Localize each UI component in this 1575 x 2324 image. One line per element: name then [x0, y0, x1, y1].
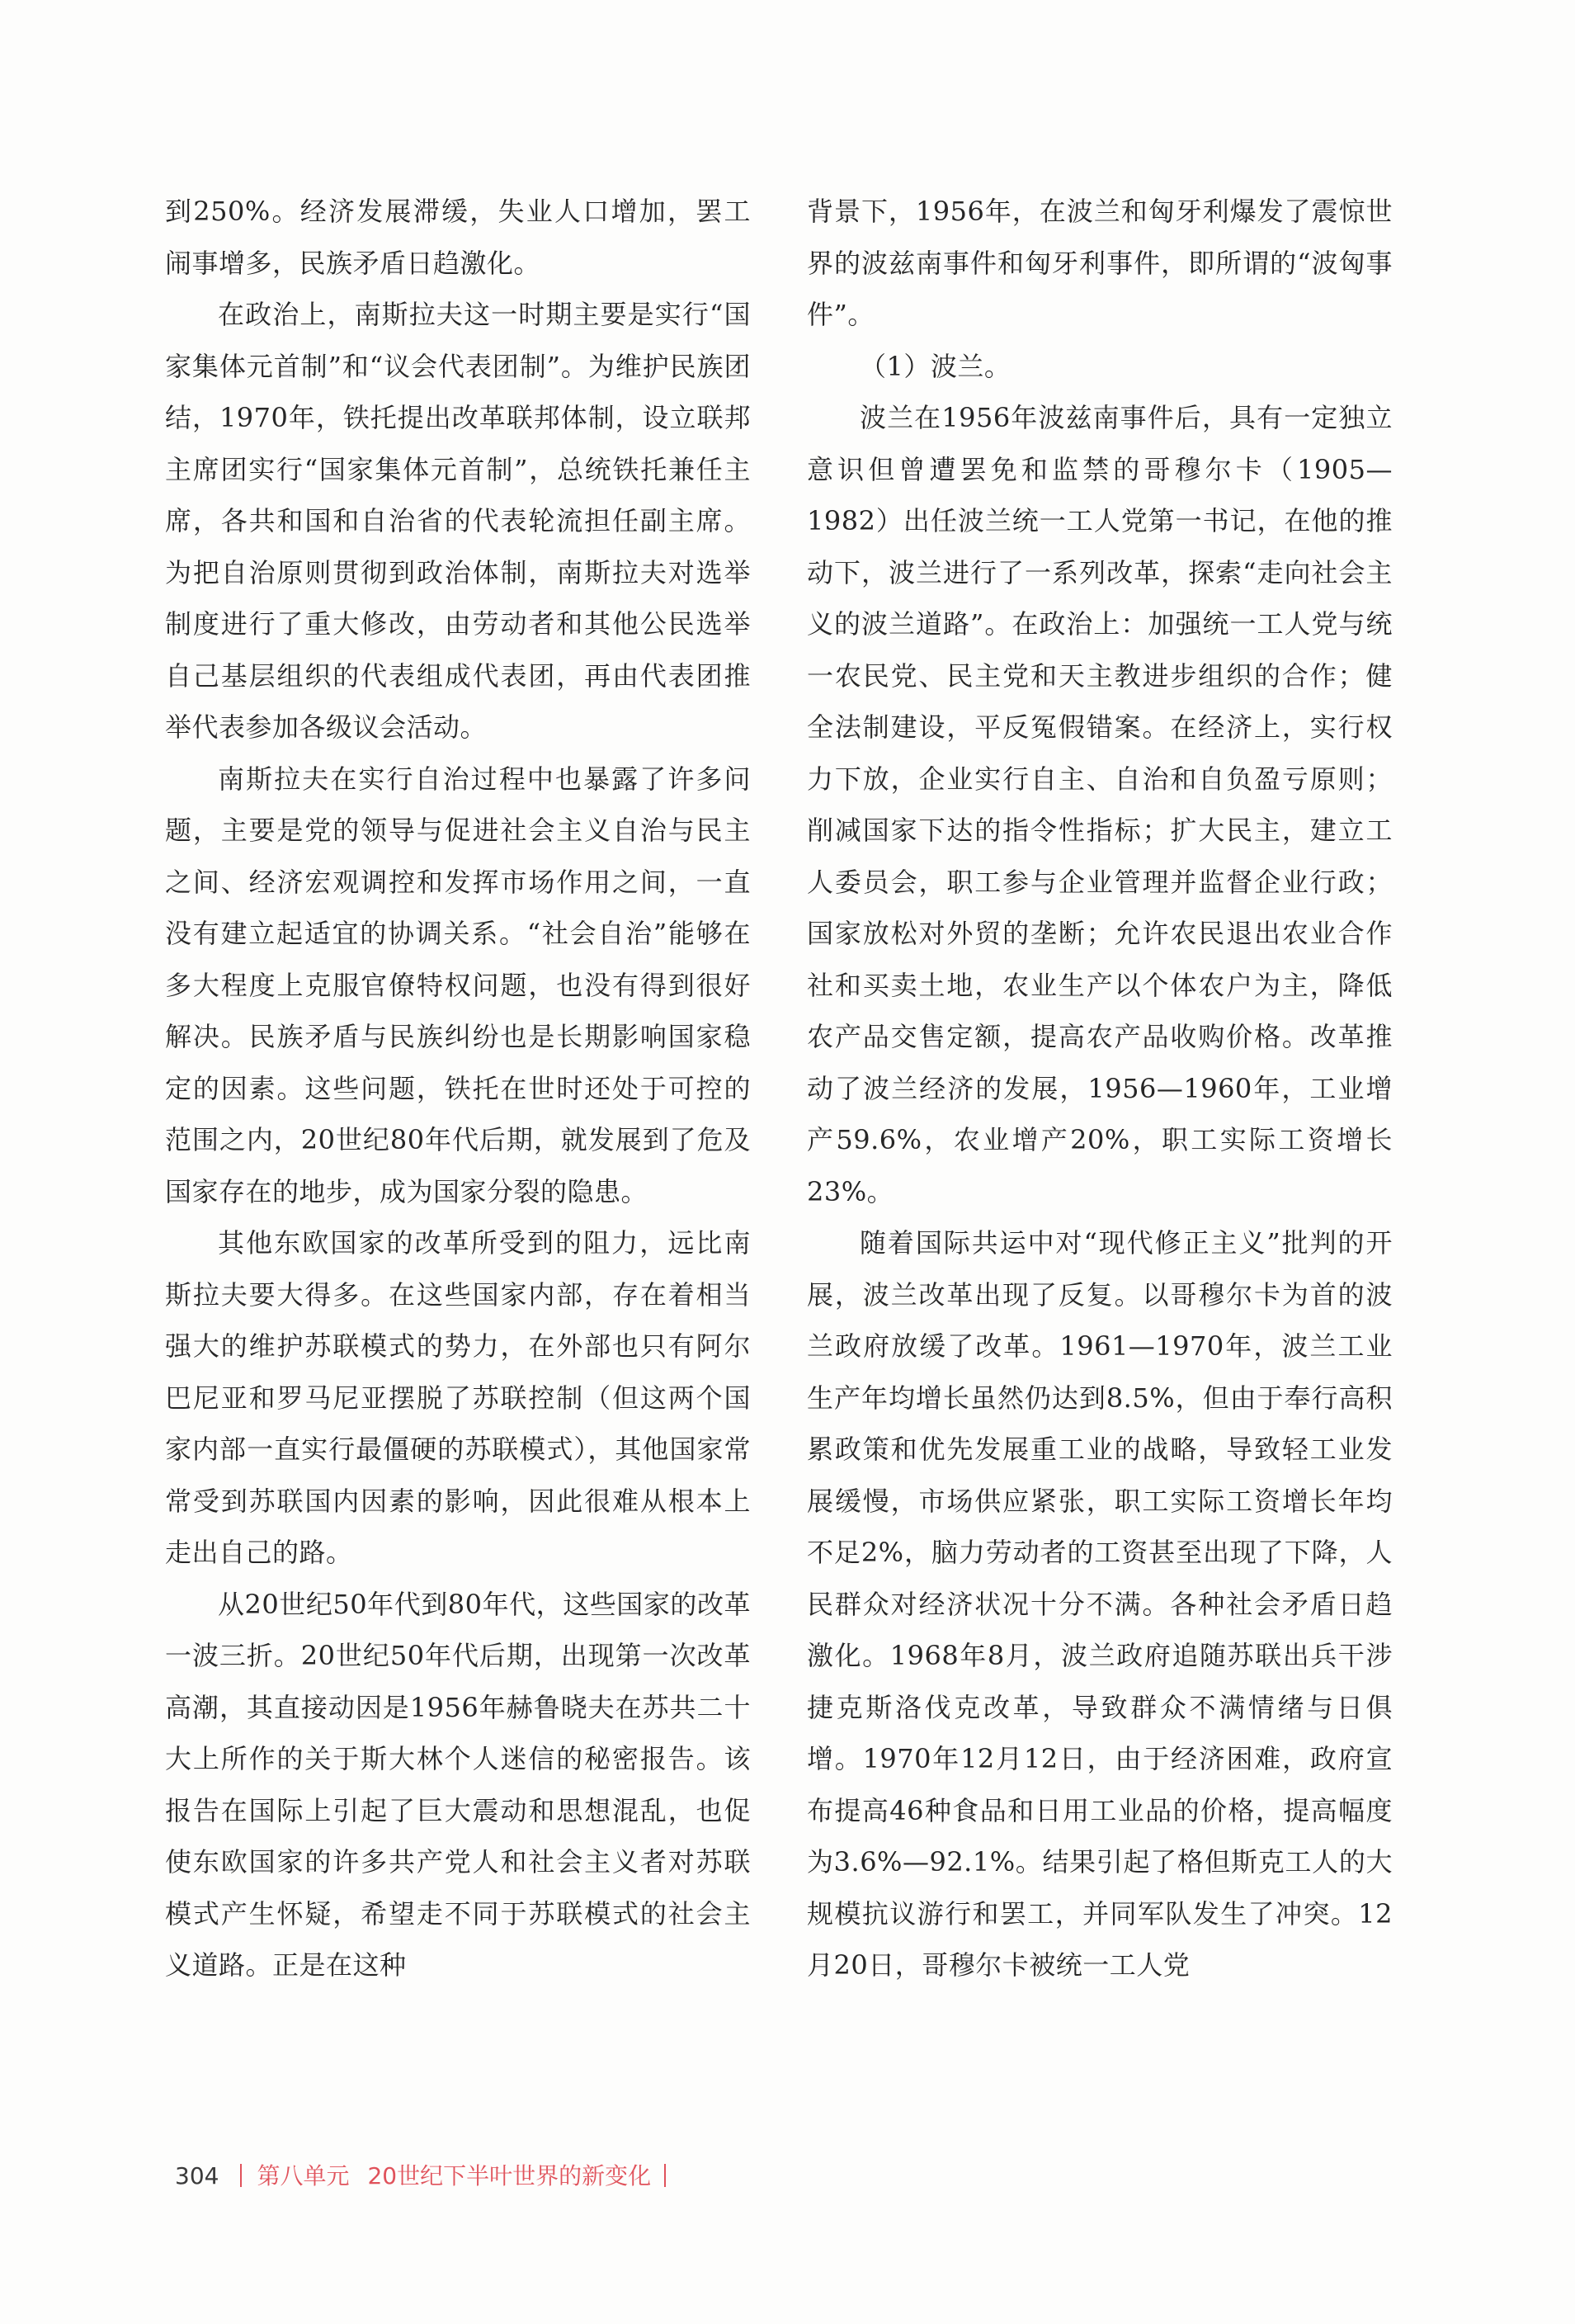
left-column: [165, 186, 751, 1991]
footer-divider: [240, 2164, 242, 2187]
paragraph: 随着国际共运中对“现代修正主义”批判的开展，波兰改革出现了反复。以哥穆尔卡为首的波兰政府放缓了改革。1961—1970年，波兰工业生产年均增长虽然仍达到8.5%，但由于奉行高积累政策和优先发展重工业的战略，导致轻工业发展缓慢，市场供应紧张，职工实际工资增长年均不足2%，脑力劳动者的工资甚至出现了下降，人民群众对经济状况十分不满。各种社会矛盾日趋激化。1968年8月，波兰政府追随苏联出兵干涉捷克斯洛伐克改革，导致群众不满情绪与日俱增。1970年12月12日，由于经济困难，政府宣布提高46种食品和日用工业品的价格，提高幅度为3.6%—92.1%。结果引起了格但斯克工人的大规模抗议游行和罢工，并同军队发生了冲突。12月20日，哥穆尔卡被统一工人党: [807, 1227, 1393, 1981]
paragraph: 到250%。经济发展滞缓，失业人口增加，罢工闹事增多，民族矛盾日趋激化。: [165, 196, 751, 279]
section-heading: （1）波兰。: [860, 350, 1011, 382]
right-column: [807, 186, 1393, 1991]
footer-divider: [664, 2164, 666, 2187]
paragraph: 南斯拉夫在实行自治过程中也暴露了许多问题，主要是党的领导与促进社会主义自治与民主之间、经济宏观调控和发挥市场作用之间，一直没有建立起适宜的协调关系。“社会自治”能够在多大程度上克服官僚特权问题，也没有得到很好解决。民族矛盾与民族纠纷也是长期影响国家稳定的因素。这些问题，铁托在世时还处于可控的范围之内，20世纪80年代后期，就发展到了危及国家存在的地步，成为国家分裂的隐患。: [165, 763, 751, 1207]
unit-subject: 20世纪下半叶世界的新变化: [367, 2162, 652, 2189]
paragraph: 从20世纪50年代到80年代，这些国家的改革一波三折。20世纪50年代后期，出现第一次改革高潮，其直接动因是1956年赫鲁晓夫在苏共二十大上所作的关于斯大林个人迷信的秘密报告。该报告在国际上引起了巨大震动和思想混乱，也促使东欧国家的许多共产党人和社会主义者对苏联模式产生怀疑，希望走不同于苏联模式的社会主义道路。正是在这种: [165, 1588, 751, 1981]
page-footer: [175, 2160, 666, 2193]
page-number: 304: [175, 2162, 219, 2189]
paragraph: 在政治上，南斯拉夫这一时期主要是实行“国家集体元首制”和“议会代表团制”。为维护民族团结，1970年，铁托提出改革联邦体制，设立联邦主席团实行“国家集体元首制”，总统铁托兼任主席，各共和国和自治省的代表轮流担任副主席。为把自治原则贯彻到政治体制，南斯拉夫对选举制度进行了重大修改，由劳动者和其他公民选举自己基层组织的代表组成代表团，再由代表团推举代表参加各级议会活动。: [165, 299, 751, 743]
unit-label: 第八单元: [257, 2162, 350, 2189]
paragraph: 波兰在1956年波兹南事件后，具有一定独立意识但曾遭罢免和监禁的哥穆尔卡（1905—1982）出任波兰统一工人党第一书记，在他的推动下，波兰进行了一系列改革，探索“走向社会主义的波兰道路”。在政治上：加强统一工人党与统一农民党、民主党和天主教进步组织的合作；健全法制建设，平反冤假错案。在经济上，实行权力下放，企业实行自主、自治和自负盈亏原则；削减国家下达的指令性指标；扩大民主，建立工人委员会，职工参与企业管理并监督企业行政；国家放松对外贸的垄断；允许农民退出农业合作社和买卖土地，农业生产以个体农户为主，降低农产品交售定额，提高农产品收购价格。改革推动了波兰经济的发展，1956—1960年，工业增产59.6%，农业增产20%，职工实际工资增长23%。: [807, 402, 1393, 1207]
paragraph: 背景下，1956年，在波兰和匈牙利爆发了震惊世界的波兹南事件和匈牙利事件，即所谓的“波匈事件”。: [807, 196, 1393, 330]
paragraph: 其他东欧国家的改革所受到的阻力，远比南斯拉夫要大得多。在这些国家内部，存在着相当强大的维护苏联模式的势力，在外部也只有阿尔巴尼亚和罗马尼亚摆脱了苏联控制（但这两个国家内部一直实行最僵硬的苏联模式），其他国家常常受到苏联国内因素的影响，因此很难从根本上走出自己的路。: [165, 1227, 751, 1568]
